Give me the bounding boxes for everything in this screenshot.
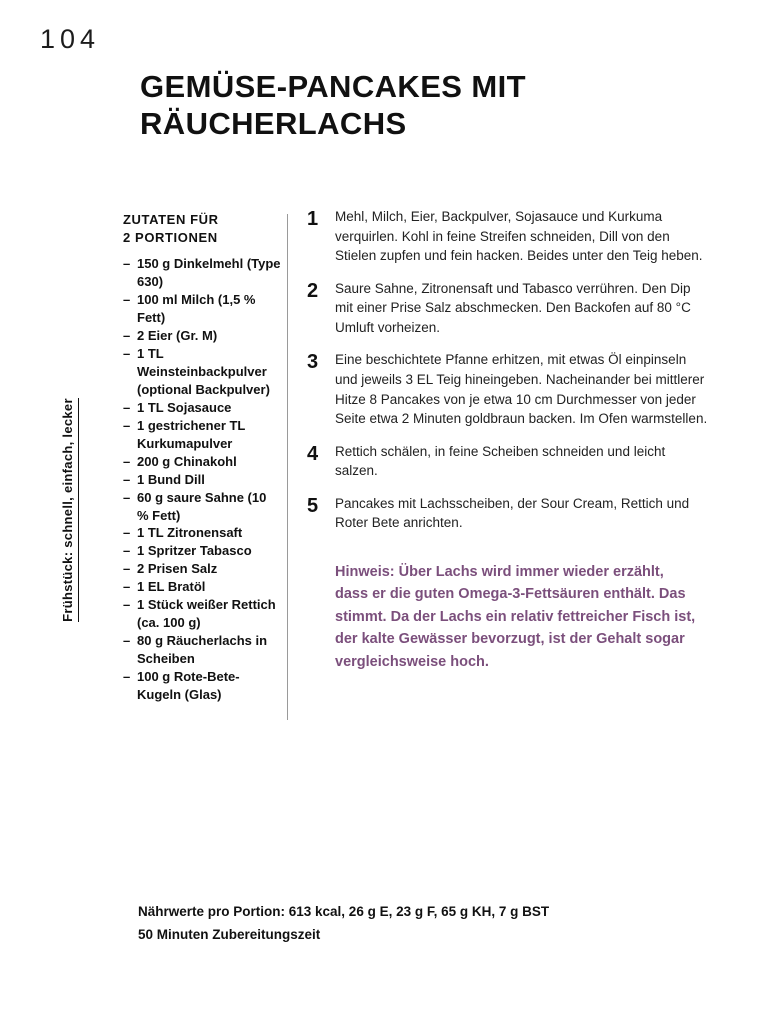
ingredients-section <box>123 211 281 704</box>
note-text: Hinweis: Über Lachs wird immer wieder erzählt, dass er die guten Omega-3-Fettsäuren enthält. Das stimmt. Da der Lachs ein relativ fettreicher Fisch ist, der kalte Gewässer bevorzugt, ist der Gehalt sogar vergleichsweise hoch. <box>335 563 696 670</box>
ingredient-item <box>123 471 281 489</box>
footer <box>138 901 549 947</box>
step-text: Mehl, Milch, Eier, Backpulver, Sojasauce und Kurkuma verquirlen. Kohl in feine Streifen schneiden, Dill von den Stielen zupfen und fein hacken. Beides unter den Teig heben. <box>335 209 703 264</box>
ingredient-item <box>123 596 281 632</box>
ingredients-list <box>123 255 281 703</box>
page-title-line-2: RÄUCHERLACHS <box>140 106 407 142</box>
ingredients-heading-line-2: 2 PORTIONEN <box>123 230 218 246</box>
ingredient-item <box>123 560 281 578</box>
ingredient-text: 60 g saure Sahne (10 % Fett) <box>137 489 267 523</box>
step-number: 3 <box>307 351 319 374</box>
ingredient-dash: – <box>123 668 131 684</box>
ingredient-dash: – <box>123 346 131 362</box>
ingredient-text: 1 TL Zitronensaft <box>137 525 243 541</box>
ingredient-dash: – <box>123 597 131 613</box>
ingredient-dash: – <box>123 633 131 649</box>
step-row <box>307 494 711 533</box>
ingredient-item <box>123 327 281 345</box>
ingredient-item <box>123 255 281 291</box>
ingredient-item <box>123 399 281 417</box>
nutrition-line: Nährwerte pro Portion: 613 kcal, 26 g E, 23 g F, 65 g KH, 7 g BST <box>138 904 550 919</box>
step-number: 4 <box>307 442 319 465</box>
ingredient-dash: – <box>123 489 131 505</box>
page-number: 104 <box>40 24 101 54</box>
prep-time-line: 50 Minuten Zubereitungszeit <box>138 926 321 942</box>
ingredient-dash: – <box>123 417 131 433</box>
ingredient-item <box>123 542 281 560</box>
ingredient-text: 1 Stück weißer Rettich (ca. 100 g) <box>137 597 276 631</box>
ingredient-text: 100 g Rote-Bete-Kugeln (Glas) <box>137 668 240 702</box>
step-text: Pancakes mit Lachsscheiben, der Sour Cream, Rettich und Roter Bete anrichten. <box>335 495 690 531</box>
steps-list <box>307 207 711 533</box>
ingredient-text: 1 Bund Dill <box>137 471 205 487</box>
ingredient-dash: – <box>123 471 131 487</box>
column-divider <box>287 214 288 720</box>
ingredient-text: 100 ml Milch (1,5 % Fett) <box>137 292 256 326</box>
ingredient-item <box>123 668 281 704</box>
step-row <box>307 442 711 481</box>
step-number: 2 <box>307 279 319 302</box>
ingredient-item <box>123 345 281 399</box>
ingredient-text: 1 Spritzer Tabasco <box>137 543 252 559</box>
ingredient-item <box>123 489 281 525</box>
ingredient-text: 1 TL Sojasauce <box>137 399 232 415</box>
ingredient-item <box>123 291 281 327</box>
ingredients-heading <box>123 211 281 247</box>
chapter-sidebar <box>59 375 79 645</box>
step-row <box>307 279 711 338</box>
step-text: Saure Sahne, Zitronensaft und Tabasco verrühren. Den Dip mit einer Prise Salz abschmecken. Den Backofen auf 80 °C Umluft vorheizen. <box>335 280 691 335</box>
page-title <box>140 68 700 142</box>
ingredient-item <box>123 578 281 596</box>
step-text: Eine beschichtete Pfanne erhitzen, mit etwas Öl einpinseln und jeweils 3 EL Teig hineingeben. Nacheinander bei mittlerer Hitze 8 Pancakes von je etwa 10 cm Durchmesser von jeder Seite etwa 2 Minuten goldbraun backen. Im Ofen warmstellen. <box>335 352 708 427</box>
ingredient-item <box>123 417 281 453</box>
ingredient-dash: – <box>123 579 131 595</box>
ingredient-item <box>123 453 281 471</box>
ingredient-dash: – <box>123 453 131 469</box>
ingredient-text: 1 gestrichener TL Kurkumapulver <box>137 417 246 451</box>
page-title-line-1: GEMÜSE-PANCAKES MIT <box>140 69 526 104</box>
ingredient-dash: – <box>123 561 131 577</box>
ingredient-dash: – <box>123 292 131 308</box>
steps-section <box>307 207 711 688</box>
ingredient-item <box>123 632 281 668</box>
ingredients-heading-line-1: ZUTATEN FÜR <box>123 212 219 227</box>
ingredient-text: 80 g Räucherlachs in Scheiben <box>137 633 268 666</box>
ingredient-text: 2 Eier (Gr. M) <box>137 328 218 344</box>
ingredient-dash: – <box>123 525 131 541</box>
chapter-sidebar-label: Frühstück: schnell, einfach, lecker <box>60 398 79 622</box>
ingredient-dash: – <box>123 399 131 415</box>
ingredient-text: 200 g Chinakohl <box>137 453 237 469</box>
ingredient-dash: – <box>123 256 131 272</box>
step-number: 5 <box>307 494 319 517</box>
ingredient-text: 150 g Dinkelmehl (Type 630) <box>137 256 281 290</box>
step-row <box>307 207 711 266</box>
ingredient-text: 2 Prisen Salz <box>137 561 218 577</box>
step-number: 1 <box>307 208 319 230</box>
ingredient-dash: – <box>123 543 131 559</box>
ingredient-dash: – <box>123 328 131 344</box>
ingredient-text: 1 TL Weinsteinbackpulver (optional Backpulver) <box>137 346 270 397</box>
step-text: Rettich schälen, in feine Scheiben schneiden und leicht salzen. <box>335 443 666 479</box>
ingredient-item <box>123 524 281 542</box>
step-row <box>307 350 711 428</box>
ingredient-text: 1 EL Bratöl <box>137 579 206 595</box>
